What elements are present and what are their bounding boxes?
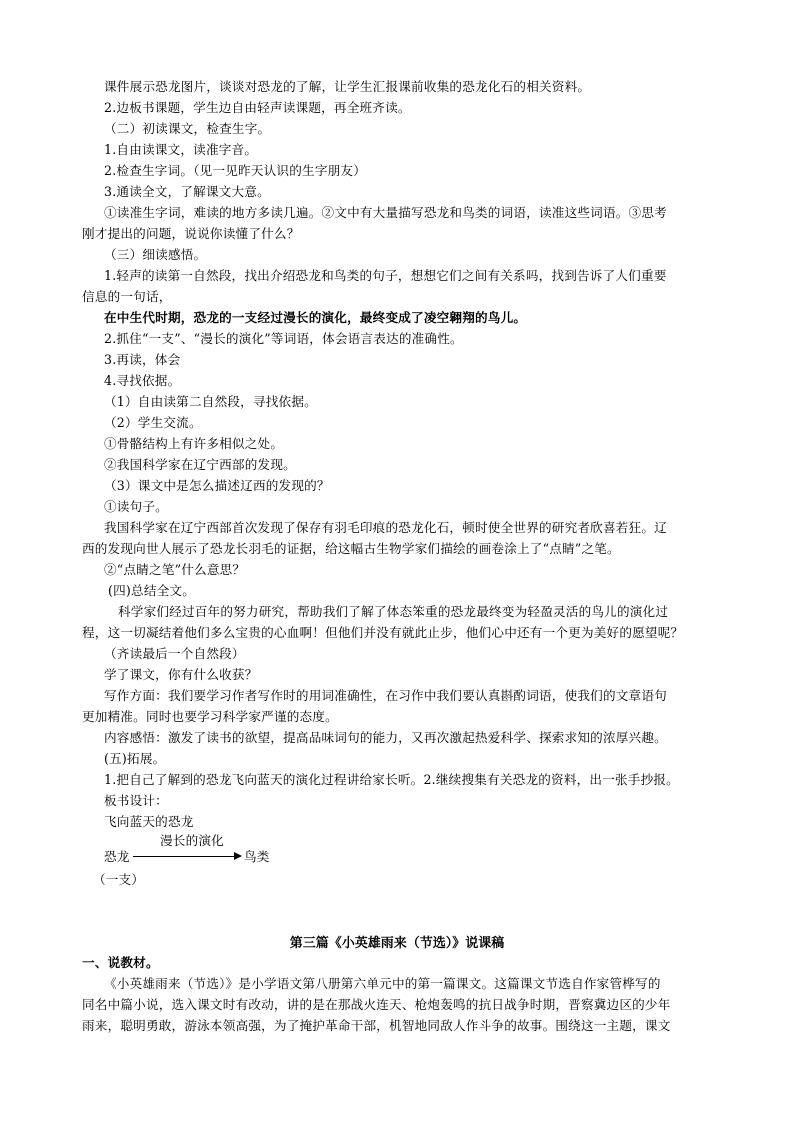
arrow-head-icon <box>234 852 242 860</box>
text-line: 内容感悟：激发了读书的欲望，提高品味词句的能力，又再次激起热爱科学、探索求知的浓厚兴趣。 <box>104 730 667 745</box>
arrow-line <box>133 856 236 857</box>
text-line: ①读句子。 <box>104 499 168 514</box>
text-line: 西的发现向世人展示了恐龙长羽毛的证据，给这幅古生物学家们描绘的画卷涂上了“点睛”之笔。 <box>82 541 620 556</box>
text-line: 1.把自己了解到的恐龙飞向蓝天的演化过程讲给家长听。2.继续搜集有关恐龙的资料，出一张手抄报。 <box>104 772 679 787</box>
board-title: 飞向蓝天的恐龙 <box>104 814 194 829</box>
text-line: 课件展示恐龙图片，谈谈对恐龙的了解，让学生汇报课前收集的恐龙化石的相关资料。 <box>104 79 591 94</box>
text-line: 我国科学家在辽宁西部首次发现了保存有羽毛印痕的恐龙化石，顿时使全世界的研究者欣喜若狂。辽 <box>104 520 667 535</box>
board-label-dinosaur: 恐龙 <box>104 849 130 864</box>
text-line: ①读准生字词，难读的地方多读几遍。②文中有大量描写恐龙和鸟类的词语，读准这些词语。③思考 <box>104 205 667 220</box>
text-line: （1）自由读第二自然段，寻找依据。 <box>104 394 317 409</box>
text-line: （3）课文中是怎么描述辽西的发现的？ <box>104 478 330 493</box>
section-title: 第三篇《小英雄雨来（节选）》说课稿 <box>289 936 505 951</box>
text-line: 2.边板书课题，学生边自由轻声读课题，再全班齐读。 <box>104 100 411 115</box>
text-line: （二）初读课文，检查生字。 <box>104 121 271 136</box>
text-line: 板书设计： <box>104 793 168 808</box>
text-line: 同名中篇小说，选入课文时有改动，讲的是在那战火连天、枪炮轰鸣的抗日战争时期，晋察冀边区的少年 <box>82 997 671 1012</box>
text-line: 3.再读，体会 <box>104 352 181 367</box>
text-line: 刚才提出的问题，说说你读懂了什么？ <box>82 226 300 241</box>
text-line: 更加精准。同时也要学习科学家严谨的态度。 <box>82 709 338 724</box>
text-line: 《小英雄雨来（节选）》是小学语文第八册第六单元中的第一篇课文。这篇课文节选自作家管桦写的 <box>104 976 661 991</box>
text-line: (五)拓展。 <box>104 751 166 766</box>
text-line: 1.自由读课文，读准字音。 <box>104 142 258 157</box>
text-line: 程，这一切凝结着他们多么宝贵的心血啊！但他们并没有就此止步，他们心中还有一个更为美好的愿望呢？ <box>82 625 684 640</box>
emphasis-line: 在中生代时期，恐龙的一支经过漫长的演化，最终变成了凌空翱翔的鸟儿。 <box>104 310 527 325</box>
board-label-branch: （一支） <box>93 872 145 887</box>
text-line: (四)总结全文。 <box>108 583 195 598</box>
text-line: （三）细读感悟。 <box>104 247 207 262</box>
text-line: （2）学生交流。 <box>104 415 202 430</box>
text-line: 雨来，聪明勇敢，游泳本领高强，为了掩护革命干部，机智地同敌人作斗争的故事。围绕这一主题，课文 <box>82 1018 671 1033</box>
text-line: 1.轻声的读第一自然段，找出介绍恐龙和鸟类的句子，想想它们之间有关系吗，找到告诉了人们重要 <box>104 268 667 283</box>
text-line: 写作方面：我们要学习作者写作时的用词准确性，在习作中我们要认真斟酌词语，使我们的文章语句 <box>104 688 667 703</box>
text-line: ②“点睛之笔”什么意思？ <box>104 562 246 577</box>
text-line: 2.抓住“一支”、“漫长的演化”等词语，体会语言表达的准确性。 <box>104 331 463 346</box>
text-line: 2.检查生字词。（见一见昨天认识的生字朋友） <box>104 163 366 178</box>
text-line: ②我国科学家在辽宁西部的发现。 <box>104 457 296 472</box>
text-line: 学了课文，你有什么收获？ <box>104 667 258 682</box>
sub-heading: 一、说教材。 <box>82 955 159 970</box>
text-line: ①骨骼结构上有许多相似之处。 <box>104 436 284 451</box>
board-label-evolution: 漫长的演化 <box>160 833 224 848</box>
text-line: 信息的一句话， <box>82 289 172 304</box>
board-label-bird: 鸟类 <box>244 849 270 864</box>
text-line: 科学家们经过百年的努力研究，帮助我们了解了体态笨重的恐龙最终变为轻盈灵活的鸟儿的演化过 <box>118 604 669 619</box>
text-line: 4.寻找依据。 <box>104 373 181 388</box>
text-line: 3.通读全文，了解课文大意。 <box>104 184 270 199</box>
text-line: （齐读最后一个自然段） <box>104 646 245 661</box>
